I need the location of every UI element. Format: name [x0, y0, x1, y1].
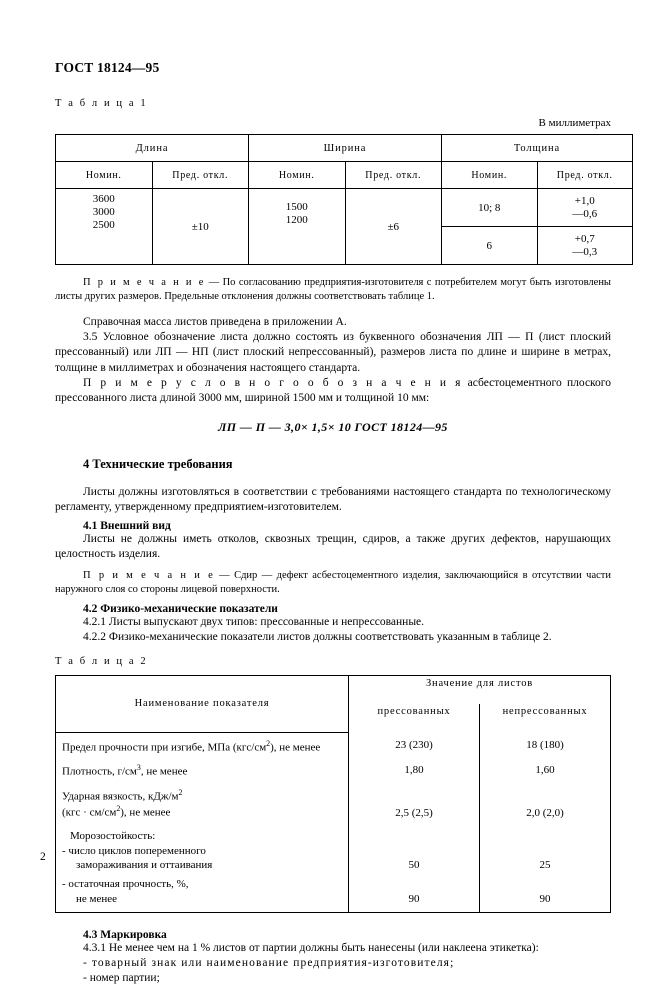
row-name-line-1	[62, 788, 342, 805]
note-text: — По согласованию предприятия-изготовителя с потребителем могут быть изготовлены листы других размеров. Предельные отклонения должны соответствовать таблице 1.	[55, 277, 611, 302]
section-4-title: 4 Технические требования	[83, 456, 233, 471]
table-row	[56, 782, 611, 823]
table1-deviation-plus: +1,0	[574, 194, 595, 207]
table1-width-deviation: ±6	[345, 189, 442, 265]
table2-row5-name	[56, 875, 349, 912]
row-name-superscript: 2	[178, 787, 183, 797]
table1-subheader-length-nominal: Номин.	[56, 162, 153, 189]
table1-thickness-nominal-1: 10; 8	[442, 189, 538, 227]
clause-4-2-2: 4.2.2 Физико-механические показатели листов должны соответствовать указанным в таблице 2.	[83, 630, 552, 643]
table1-length-nominal	[56, 189, 153, 265]
table2	[55, 675, 611, 913]
clause-4-3-1: 4.3.1 Не менее чем на 1 % листов от партии должны быть нанесены (или наклеена этикетка):	[83, 941, 539, 954]
table-row	[56, 875, 611, 912]
page-content	[55, 60, 611, 987]
example-designation: ЛП — П — 3,0× 1,5× 10 ГОСТ 18124—95	[218, 419, 448, 434]
table-row	[56, 823, 611, 876]
table1-length-nominal-line: 3600	[92, 193, 115, 205]
table2-row3-pressed: 2,5 (2,5)	[349, 782, 480, 823]
table2-row3-name	[56, 782, 349, 823]
table1	[55, 134, 633, 265]
row-name-prefix: Плотность, г/см	[62, 765, 137, 778]
table1-header-thickness: Толщина	[442, 135, 633, 162]
table1-deviation-plus: +0,7	[574, 232, 595, 245]
table2-group-header-row	[56, 676, 611, 705]
table2-row2-unpressed: 1,60	[480, 757, 611, 782]
table2-row4-pressed: 50	[349, 823, 480, 876]
table1-deviation-minus: —0,3	[572, 245, 598, 258]
table2-row1-unpressed: 18 (180)	[480, 732, 611, 757]
table2-subheader-pressed: прессованных	[349, 704, 480, 732]
row-name-prefix: (кгс · см/см	[62, 806, 117, 819]
table1-data-row-1	[56, 189, 633, 227]
clause-3-5: 3.5 Условное обозначение листа должно состоять из буквенного обозначения ЛП — П (лист плоский прессованный) или ЛП — НП (лист плоский непрессованный), размеров листа по длине и ширине в метрах, толщине в миллиметрах и обозначения настоящего стандарта.	[55, 331, 611, 374]
table-row	[56, 757, 611, 782]
marking-bullet-2: - номер партии;	[83, 972, 160, 985]
row-name-prefix: Предел прочности при изгибе, МПа (кгс/см	[62, 741, 267, 754]
table1-subheader-thickness-nominal: Номин.	[442, 162, 538, 189]
table1-width-nominal-line: 1200	[285, 213, 308, 226]
table1-deviation-minus: —0,6	[572, 207, 598, 220]
table1-length-nominal-line: 3000	[92, 205, 115, 218]
section-4-intro: Листы должны изготовляться в соответствии с требованиями настоящего стандарта по технологическому регламенту, утвержденному предприятием-изготовителем.	[55, 485, 611, 513]
table1-width-nominal	[249, 189, 346, 265]
table-row	[56, 732, 611, 757]
note-text: — Сдир — дефект асбестоцементного изделия, заключающийся в отсутствии части наружного слоя со стороны лицевой поверхности.	[55, 569, 611, 595]
example-label: П р и м е р у с л о в н о г о о б о з н а ч е н и я	[83, 377, 463, 390]
table1-subheader-width-nominal: Номин.	[249, 162, 346, 189]
section-4-3-title: 4.3 Маркировка	[83, 928, 167, 941]
table1-header-width: Ширина	[249, 135, 442, 162]
row-name-line-2: - число циклов попеременного	[62, 844, 206, 857]
row-name-suffix: , не менее	[140, 765, 188, 778]
section-4-2-title: 4.2 Физико-механические показатели	[83, 602, 278, 615]
table1-units-note: В миллиметрах	[538, 117, 611, 129]
section-4-1-text: Листы не должны иметь отколов, сквозных трещин, сдиров, а также других дефектов, нарушающих целостность изделия.	[55, 533, 611, 561]
table2-header-value-group: Значение для листов	[349, 676, 611, 705]
table1-sub-header-row	[56, 162, 633, 189]
example-text: асбестоцементного плоского прессованного листа длиной 3000 мм, шириной 1500 мм и толщиной 10 мм:	[55, 377, 611, 405]
table1-length-nominal-line: 2500	[92, 218, 115, 231]
table2-header-indicator-name: Наименование показателя	[56, 676, 349, 733]
table1-width-nominal-line: 1500	[285, 201, 308, 213]
row-name-line-2	[62, 804, 342, 821]
table2-row5-pressed: 90	[349, 875, 480, 912]
table1-length-deviation: ±10	[152, 189, 249, 265]
row-name-line-2: не менее	[76, 893, 118, 906]
row-name-suffix: ), не менее	[270, 741, 321, 754]
table2-row1-pressed: 23 (230)	[349, 732, 480, 757]
row-name-line-1: - остаточная прочность, %,	[62, 878, 189, 891]
note-label: П р и м е ч а н и е	[83, 277, 206, 288]
appendix-reference: Справочная масса листов приведена в приложении А.	[83, 315, 347, 328]
row-name-superscript: 2	[116, 804, 121, 814]
section-4-1-title: 4.1 Внешний вид	[83, 520, 171, 533]
table1-subheader-thickness-deviation: Пред. откл.	[537, 162, 633, 189]
table1-thickness-deviation-1	[537, 189, 633, 227]
table1-subheader-length-deviation: Пред. откл.	[152, 162, 249, 189]
section-4-1-note	[55, 569, 611, 597]
table2-caption: Т а б л и ц а 2	[55, 656, 148, 668]
bullet-text: - товарный знак или наименование предприятия-изготовителя;	[83, 957, 455, 970]
row-name-superscript: 3	[136, 763, 141, 773]
row-name-suffix: ), не менее	[120, 806, 171, 819]
page-number: 2	[40, 851, 46, 863]
table2-row4-name	[56, 823, 349, 876]
table2-row2-name	[56, 757, 349, 782]
row-name-line-3: замораживания и оттаивания	[76, 859, 213, 872]
table1-subheader-width-deviation: Пред. откл.	[345, 162, 442, 189]
row-name-line-1: Морозостойкость:	[70, 829, 156, 842]
table1-thickness-deviation-2	[537, 227, 633, 265]
table2-row4-unpressed: 25	[480, 823, 611, 876]
table2-row5-unpressed: 90	[480, 875, 611, 912]
table1-caption: Т а б л и ц а 1	[55, 98, 148, 109]
table1-group-header-row	[56, 135, 633, 162]
row-name-superscript: 2	[266, 738, 271, 748]
table2-subheader-unpressed: непрессованных	[480, 704, 611, 732]
standard-code: ГОСТ 18124—95	[55, 60, 160, 75]
table2-row1-name	[56, 732, 349, 757]
table1-note	[55, 276, 611, 304]
note-label: П р и м е ч а н и е	[83, 569, 215, 581]
table1-thickness-nominal-2: 6	[442, 227, 538, 265]
example-paragraph	[55, 376, 611, 407]
table2-row3-unpressed: 2,0 (2,0)	[480, 782, 611, 823]
marking-bullet-1	[55, 956, 611, 971]
clause-4-2-1: 4.2.1 Листы выпускают двух типов: прессованные и непрессованные.	[83, 615, 425, 628]
table1-header-length: Длина	[56, 135, 249, 162]
row-name-prefix: Ударная вязкость, кДж/м	[62, 790, 179, 803]
table2-row2-pressed: 1,80	[349, 757, 480, 782]
